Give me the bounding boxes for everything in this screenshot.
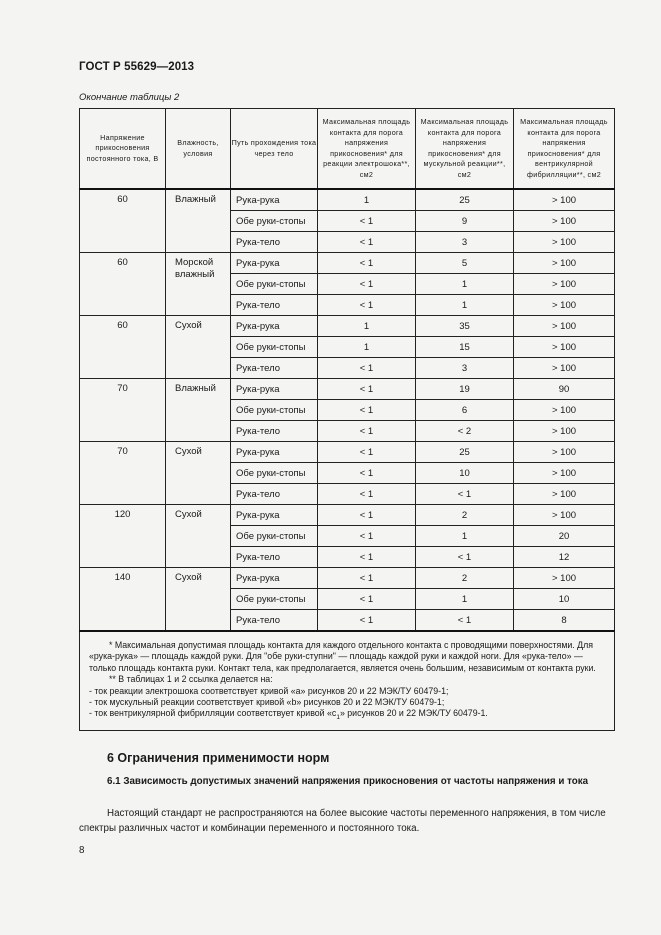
contact-area-table bbox=[79, 108, 615, 731]
footnote-item: - ток мускульный реакции соответствует кривой «b» рисунков 20 и 22 МЭК/ТУ 60479-1; bbox=[89, 697, 445, 708]
muscle-cell: 1 bbox=[416, 589, 514, 610]
muscle-cell: 2 bbox=[416, 568, 514, 589]
path-cell: Рука-тело bbox=[231, 232, 318, 253]
muscle-cell: 3 bbox=[416, 358, 514, 379]
path-cell: Рука-тело bbox=[231, 358, 318, 379]
path-cell: Рука-рука bbox=[231, 568, 318, 589]
humidity-cell: Сухой bbox=[166, 505, 231, 568]
col-header-shock: Максимальная площадь контакта для порога напряжения прикосновения* для реакции электрошока**, см2 bbox=[318, 109, 416, 190]
muscle-cell: 1 bbox=[416, 295, 514, 316]
humidity-cell: Сухой bbox=[166, 568, 231, 632]
shock-cell: < 1 bbox=[318, 211, 416, 232]
shock-cell: 1 bbox=[318, 337, 416, 358]
muscle-cell: < 2 bbox=[416, 421, 514, 442]
shock-cell: < 1 bbox=[318, 442, 416, 463]
path-cell: Рука-тело bbox=[231, 484, 318, 505]
fibrillation-cell: > 100 bbox=[514, 274, 615, 295]
path-cell: Рука-рука bbox=[231, 253, 318, 274]
shock-cell: < 1 bbox=[318, 232, 416, 253]
path-cell: Рука-тело bbox=[231, 295, 318, 316]
muscle-cell: < 1 bbox=[416, 484, 514, 505]
fibrillation-cell: > 100 bbox=[514, 484, 615, 505]
table-row bbox=[80, 442, 615, 463]
muscle-cell: 25 bbox=[416, 442, 514, 463]
path-cell: Обе руки-стопы bbox=[231, 526, 318, 547]
fibrillation-cell: > 100 bbox=[514, 421, 615, 442]
shock-cell: 1 bbox=[318, 316, 416, 337]
fibrillation-cell: > 100 bbox=[514, 442, 615, 463]
shock-cell: < 1 bbox=[318, 274, 416, 295]
footnote-1: * Максимальная допустимая площадь контакта для каждого отдельного контакта с проводящими поверхностями. Для «рука-рука» — площадь каждой руки. Для "обе руки-ступни" — площадь каждой руки и каждой ноги. Для «рука-тело» — только площадь контакта руки. Контакт тела, как предполагается, является очень большим, независимым от контакта руки. bbox=[89, 640, 596, 673]
voltage-cell: 60 bbox=[80, 316, 166, 379]
humidity-cell: Сухой bbox=[166, 442, 231, 505]
path-cell: Обе руки-стопы bbox=[231, 337, 318, 358]
muscle-cell: 15 bbox=[416, 337, 514, 358]
fibrillation-cell: 8 bbox=[514, 610, 615, 632]
muscle-cell: 9 bbox=[416, 211, 514, 232]
voltage-cell: 60 bbox=[80, 189, 166, 253]
path-cell: Обе руки-стопы bbox=[231, 589, 318, 610]
fibrillation-cell: 12 bbox=[514, 547, 615, 568]
muscle-cell: 3 bbox=[416, 232, 514, 253]
footnote-item: - ток реакции электрошока соответствует кривой «а» рисунков 20 и 22 МЭК/ТУ 60479-1; bbox=[89, 685, 449, 696]
shock-cell: < 1 bbox=[318, 379, 416, 400]
table-footnotes-row bbox=[80, 631, 615, 730]
col-header-muscle: Максимальная площадь контакта для порога напряжения прикосновения* для мускульной реакции**, см2 bbox=[416, 109, 514, 190]
muscle-cell: 2 bbox=[416, 505, 514, 526]
path-cell: Рука-тело bbox=[231, 610, 318, 632]
humidity-cell: Влажный bbox=[166, 379, 231, 442]
fibrillation-cell: > 100 bbox=[514, 232, 615, 253]
col-header-fibrillation: Максимальная площадь контакта для порога напряжения прикосновения* для вентрикулярной фибрилляции**, см2 bbox=[514, 109, 615, 190]
shock-cell: < 1 bbox=[318, 526, 416, 547]
voltage-cell: 70 bbox=[80, 379, 166, 442]
footnote-item-subscript: 1 bbox=[336, 714, 340, 722]
table-row bbox=[80, 253, 615, 274]
voltage-cell: 140 bbox=[80, 568, 166, 632]
path-cell: Обе руки-стопы bbox=[231, 274, 318, 295]
table-row bbox=[80, 189, 615, 211]
shock-cell: < 1 bbox=[318, 505, 416, 526]
shock-cell: 1 bbox=[318, 189, 416, 211]
fibrillation-cell: > 100 bbox=[514, 568, 615, 589]
muscle-cell: 19 bbox=[416, 379, 514, 400]
fibrillation-cell: > 100 bbox=[514, 358, 615, 379]
shock-cell: < 1 bbox=[318, 253, 416, 274]
shock-cell: < 1 bbox=[318, 400, 416, 421]
humidity-cell: Влажный bbox=[166, 189, 231, 253]
table-row bbox=[80, 379, 615, 400]
path-cell: Рука-рука bbox=[231, 379, 318, 400]
table-row bbox=[80, 568, 615, 589]
fibrillation-cell: > 100 bbox=[514, 189, 615, 211]
shock-cell: < 1 bbox=[318, 421, 416, 442]
table-header-row bbox=[80, 109, 615, 190]
humidity-cell: Сухой bbox=[166, 316, 231, 379]
fibrillation-cell: > 100 bbox=[514, 337, 615, 358]
footnote-2: ** В таблицах 1 и 2 ссылка делается на: bbox=[109, 674, 273, 685]
muscle-cell: < 1 bbox=[416, 610, 514, 632]
fibrillation-cell: > 100 bbox=[514, 463, 615, 484]
fibrillation-cell: > 100 bbox=[514, 316, 615, 337]
muscle-cell: 6 bbox=[416, 400, 514, 421]
shock-cell: < 1 bbox=[318, 589, 416, 610]
path-cell: Обе руки-стопы bbox=[231, 400, 318, 421]
table-caption: Окончание таблицы 2 bbox=[79, 92, 180, 103]
fibrillation-cell: > 100 bbox=[514, 211, 615, 232]
muscle-cell: 1 bbox=[416, 274, 514, 295]
fibrillation-cell: 10 bbox=[514, 589, 615, 610]
fibrillation-cell: > 100 bbox=[514, 253, 615, 274]
footnote-item bbox=[89, 708, 605, 723]
muscle-cell: < 1 bbox=[416, 547, 514, 568]
shock-cell: < 1 bbox=[318, 568, 416, 589]
voltage-cell: 60 bbox=[80, 253, 166, 316]
col-header-humidity: Влажность, условия bbox=[166, 109, 231, 190]
fibrillation-cell: > 100 bbox=[514, 295, 615, 316]
path-cell: Рука-рука bbox=[231, 505, 318, 526]
table-row bbox=[80, 316, 615, 337]
shock-cell: < 1 bbox=[318, 610, 416, 632]
voltage-cell: 120 bbox=[80, 505, 166, 568]
document-header: ГОСТ Р 55629—2013 bbox=[79, 61, 195, 73]
muscle-cell: 35 bbox=[416, 316, 514, 337]
fibrillation-cell: > 100 bbox=[514, 400, 615, 421]
table-row bbox=[80, 505, 615, 526]
subsection-heading: 6.1 Зависимость допустимых значений напряжения прикосновения от частоты напряжения и тока bbox=[107, 776, 589, 787]
path-cell: Обе руки-стопы bbox=[231, 463, 318, 484]
shock-cell: < 1 bbox=[318, 547, 416, 568]
shock-cell: < 1 bbox=[318, 295, 416, 316]
col-header-path: Путь прохождения тока через тело bbox=[231, 109, 318, 190]
col-header-voltage: Напряжение прикосновения постоянного тока, В bbox=[80, 109, 166, 190]
body-paragraph: Настоящий стандарт не распространяются на более высокие частоты переменного напряжения, в том числе спектры различных частот и комбинации переменного и постоянного тока. bbox=[79, 808, 606, 834]
path-cell: Рука-рука bbox=[231, 189, 318, 211]
muscle-cell: 5 bbox=[416, 253, 514, 274]
path-cell: Рука-тело bbox=[231, 547, 318, 568]
section-heading: 6 Ограничения применимости норм bbox=[107, 751, 330, 765]
muscle-cell: 25 bbox=[416, 189, 514, 211]
path-cell: Рука-рука bbox=[231, 442, 318, 463]
voltage-cell: 70 bbox=[80, 442, 166, 505]
path-cell: Рука-рука bbox=[231, 316, 318, 337]
shock-cell: < 1 bbox=[318, 484, 416, 505]
shock-cell: < 1 bbox=[318, 463, 416, 484]
footnote-item-text: - ток вентрикулярной фибрилляции соответствует кривой «c bbox=[89, 708, 337, 719]
path-cell: Рука-тело bbox=[231, 421, 318, 442]
table-footnotes bbox=[80, 631, 615, 730]
fibrillation-cell: > 100 bbox=[514, 505, 615, 526]
footnote-item-text: » рисунков 20 и 22 МЭК/ТУ 60479-1. bbox=[339, 708, 488, 719]
page-number: 8 bbox=[79, 845, 85, 856]
muscle-cell: 1 bbox=[416, 526, 514, 547]
fibrillation-cell: 90 bbox=[514, 379, 615, 400]
shock-cell: < 1 bbox=[318, 358, 416, 379]
humidity-cell: Морской влажный bbox=[166, 253, 231, 316]
muscle-cell: 10 bbox=[416, 463, 514, 484]
fibrillation-cell: 20 bbox=[514, 526, 615, 547]
path-cell: Обе руки-стопы bbox=[231, 211, 318, 232]
